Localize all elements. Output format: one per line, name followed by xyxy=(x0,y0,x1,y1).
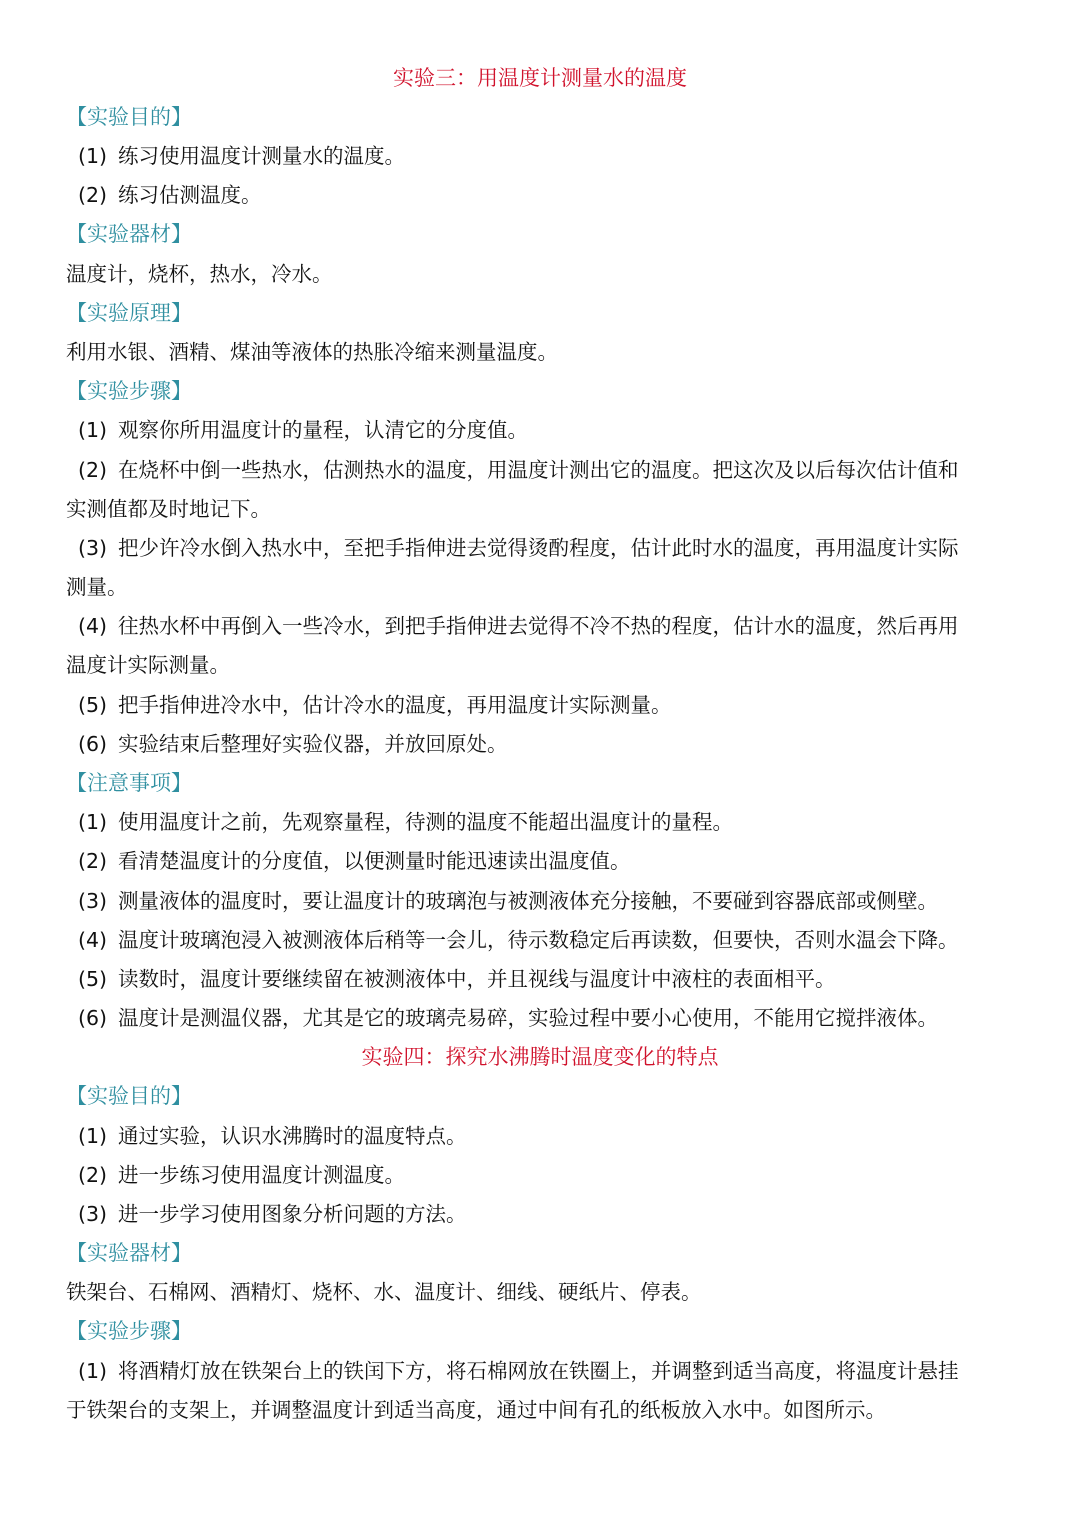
item-text: 实验结束后整理好实验仪器，并放回原处。 xyxy=(118,732,508,756)
exp3-equipment-heading: 【实验器材】 xyxy=(66,222,192,246)
item-text: 在烧杯中倒一些热水，估测热水的温度，用温度计测出它的温度。把这次及以后每次估计值和 xyxy=(118,458,959,482)
exp3-principle-heading: 【实验原理】 xyxy=(66,301,192,325)
exp3-title: 实验三：用温度计测量水的温度 xyxy=(393,66,687,90)
exp3-principle-text: 利用水银、酒精、煤油等液体的热胀冷缩来测量温度。 xyxy=(66,340,558,364)
exp4-title: 实验四：探究水沸腾时温度变化的特点 xyxy=(361,1045,719,1069)
item-text: 进一步练习使用温度计测温度。 xyxy=(118,1163,405,1187)
exp4-purpose-item xyxy=(66,1117,1020,1156)
item-text: 温度计玻璃泡浸入被测液体后稍等一会儿，待示数稳定后再读数，但要快，否则水温会下降。 xyxy=(118,928,959,952)
exp3-step-item xyxy=(66,411,1020,450)
exp3-purpose-heading: 【实验目的】 xyxy=(66,105,192,129)
item-text: 往热水杯中再倒入一些冷水，到把手指伸进去觉得不冷不热的程度，估计水的温度，然后再用 xyxy=(118,614,959,638)
exp3-step-item xyxy=(66,529,1020,568)
item-number: (6) xyxy=(78,1006,108,1030)
item-text: 把手指伸进冷水中，估计冷水的温度，再用温度计实际测量。 xyxy=(118,693,672,717)
item-number: (2) xyxy=(78,183,108,207)
exp4-step-item xyxy=(66,1352,1020,1391)
item-text: 练习估测温度。 xyxy=(118,183,262,207)
exp3-notes-heading: 【注意事项】 xyxy=(66,771,192,795)
item-number: (3) xyxy=(78,889,108,913)
item-text: 进一步学习使用图象分析问题的方法。 xyxy=(118,1202,467,1226)
exp3-note-item xyxy=(66,803,1020,842)
exp3-note-item xyxy=(66,842,1020,881)
exp4-equipment-text: 铁架台、石棉网、酒精灯、烧杯、水、温度计、细线、硬纸片、停表。 xyxy=(66,1280,702,1304)
exp3-step-item xyxy=(66,725,1020,764)
item-text: 看清楚温度计的分度值，以便测量时能迅速读出温度值。 xyxy=(118,849,631,873)
item-number: (4) xyxy=(78,614,108,638)
exp3-step-item xyxy=(66,686,1020,725)
exp4-steps-heading: 【实验步骤】 xyxy=(66,1319,192,1343)
item-text: 将酒精灯放在铁架台上的铁闰下方，将石棉网放在铁圈上，并调整到适当高度，将温度计悬挂 xyxy=(118,1359,959,1383)
item-number: (1) xyxy=(78,810,108,834)
exp3-note-item xyxy=(66,960,1020,999)
item-number: (5) xyxy=(78,967,108,991)
item-text: 把少许冷水倒入热水中，至把手指伸进去觉得烫酌程度，估计此时水的温度，再用温度计实际 xyxy=(118,536,959,560)
item-text: 读数时，温度计要继续留在被测液体中，并且视线与温度计中液柱的表面相平。 xyxy=(118,967,836,991)
item-number: (5) xyxy=(78,693,108,717)
exp3-purpose-item xyxy=(66,137,1020,176)
item-text: 测量液体的温度时，要让温度计的玻璃泡与被测液体充分接触，不要碰到容器底部或侧壁。 xyxy=(118,889,938,913)
exp3-step-continuation: 温度计实际测量。 xyxy=(66,653,230,677)
item-number: (1) xyxy=(78,1359,108,1383)
exp4-purpose-item xyxy=(66,1195,1020,1234)
item-text: 练习使用温度计测量水的温度。 xyxy=(118,144,405,168)
item-number: (2) xyxy=(78,849,108,873)
exp3-purpose-item xyxy=(66,176,1020,215)
exp3-steps-heading: 【实验步骤】 xyxy=(66,379,192,403)
exp4-purpose-item xyxy=(66,1156,1020,1195)
item-text: 通过实验，认识水沸腾时的温度特点。 xyxy=(118,1124,467,1148)
item-number: (1) xyxy=(78,418,108,442)
exp3-note-item xyxy=(66,882,1020,921)
exp3-step-item xyxy=(66,607,1020,646)
exp3-note-item xyxy=(66,921,1020,960)
exp3-equipment-text: 温度计，烧杯，热水，冷水。 xyxy=(66,262,333,286)
item-number: (3) xyxy=(78,1202,108,1226)
exp3-note-item xyxy=(66,999,1020,1038)
item-text: 观察你所用温度计的量程，认清它的分度值。 xyxy=(118,418,528,442)
item-text: 温度计是测温仪器，尤其是它的玻璃壳易碎，实验过程中要小心使用，不能用它搅拌液体。 xyxy=(118,1006,938,1030)
item-number: (1) xyxy=(78,1124,108,1148)
exp3-step-item xyxy=(66,451,1020,490)
item-number: (2) xyxy=(78,458,108,482)
exp3-step-continuation: 测量。 xyxy=(66,575,128,599)
exp4-step-continuation: 于铁架台的支架上，并调整温度计到适当高度，通过中间有孔的纸板放入水中。如图所示。 xyxy=(66,1398,886,1422)
item-number: (4) xyxy=(78,928,108,952)
exp4-equipment-heading: 【实验器材】 xyxy=(66,1241,192,1265)
item-number: (3) xyxy=(78,536,108,560)
item-number: (6) xyxy=(78,732,108,756)
item-number: (2) xyxy=(78,1163,108,1187)
exp4-purpose-heading: 【实验目的】 xyxy=(66,1084,192,1108)
exp3-step-continuation: 实测值都及时地记下。 xyxy=(66,497,271,521)
item-number: (1) xyxy=(78,144,108,168)
item-text: 使用温度计之前，先观察量程，待测的温度不能超出温度计的量程。 xyxy=(118,810,733,834)
